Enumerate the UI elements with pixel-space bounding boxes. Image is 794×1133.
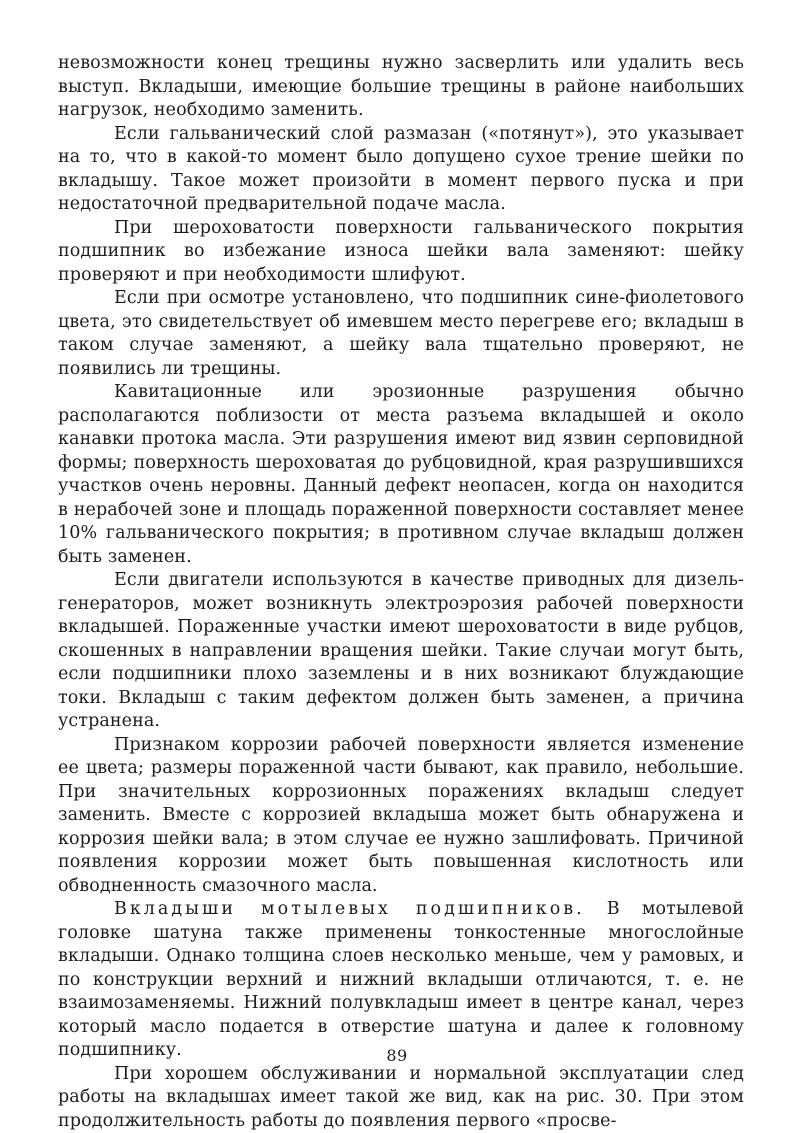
page-number: 89 bbox=[0, 1046, 794, 1065]
paragraph bbox=[58, 898, 744, 1063]
paragraph-text: Признаком коррозии рабочей поверхности является изменение ее цвета; размеры пораженной части бывают, как правило, небольшие. При значительных коррозионных поражениях вкладыш следует заменить. Вместе с коррозией вкладыша может быть обнаружена и коррозия шейки вала; в этом случае ее нужно зашлифовать. Причиной появления коррозии может быть повышенная кислотность или обводненность смазочного масла. bbox=[58, 735, 744, 896]
paragraph-text: Если гальванический слой размазан («потянут»), это указывает на то, что в какой-то момент было допущено сухое трение шейки по вкладышу. Такое может произойти в момент первого пуска и при недостаточной предварительной подаче масла. bbox=[58, 124, 744, 215]
paragraph bbox=[58, 217, 744, 288]
paragraph-text: Кавитационные или эрозионные разрушения обычно располагаются поблизости от места разъема вкладышей и около канавки протока масла. Эти разрушения имеют вид язвин серповидной формы; поверхность шероховатая до рубцовидной, края разрушившихся участков очень неровны. Данный дефект неопасен, когда он находится в нерабочей зоне и площадь пораженной поверхности составляет менее 10% гальванического покрытия; в противном случае вкладыш должен быть заменен. bbox=[58, 382, 744, 567]
paragraph-text: невозможности конец трещины нужно засверлить или удалить весь выступ. Вкладыши, имеющие большие трещины в районе наибольших нагрузок, необходимо заменить. bbox=[58, 53, 744, 120]
paragraph bbox=[58, 734, 744, 899]
paragraph bbox=[58, 381, 744, 569]
paragraph-text: Если двигатели используются в качестве приводных для дизель-генераторов, может возникнуть электроэрозия рабочей поверхности вкладышей. Пораженные участки имеют шероховатости в виде рубцов, скошенных в направлении вращения шейки. Такие случаи могут быть, если подшипники плохо заземлены и в них возникают блуждающие токи. Вкладыш с таким дефектом должен быть заменен, а причина устранена. bbox=[58, 570, 744, 731]
paragraph-text: В мотылевой головке шатуна также применены тонкостенные многослойные вкладыши. Однако толщина слоев несколько меньше, чем у рамовых, и по конструкции верхний и нижний вкладыши отличаются, т. е. не взаимозаменяемы. Нижний полувкладыш имеет в центре канал, через который масло подается в отверстие шатуна и далее к головному подшипнику. bbox=[58, 899, 744, 1060]
section-lead: Вкладыши мотылевых подшипников. bbox=[114, 899, 585, 919]
paragraph-text: При хорошем обслуживании и нормальной эксплуатации след работы на вкладышах имеет такой же вид, как на рис. 30. При этом продолжительность работы до появления первого «просве- bbox=[58, 1064, 744, 1131]
paragraph bbox=[58, 1063, 744, 1133]
paragraph-text: При шероховатости поверхности гальванического покрытия подшипник во избежание износа шейки вала заменяют: шейку проверяют и при необходимости шлифуют. bbox=[58, 218, 744, 285]
paragraph-text: Если при осмотре установлено, что подшипник сине-фиолетового цвета, это свидетельствует об имевшем место перегреве его; вкладыш в таком случае заменяют, а шейку вала тщательно проверяют, не появились ли трещины. bbox=[58, 288, 744, 379]
paragraph bbox=[58, 123, 744, 217]
paragraph bbox=[58, 52, 744, 123]
paragraph bbox=[58, 569, 744, 734]
paragraph bbox=[58, 287, 744, 381]
